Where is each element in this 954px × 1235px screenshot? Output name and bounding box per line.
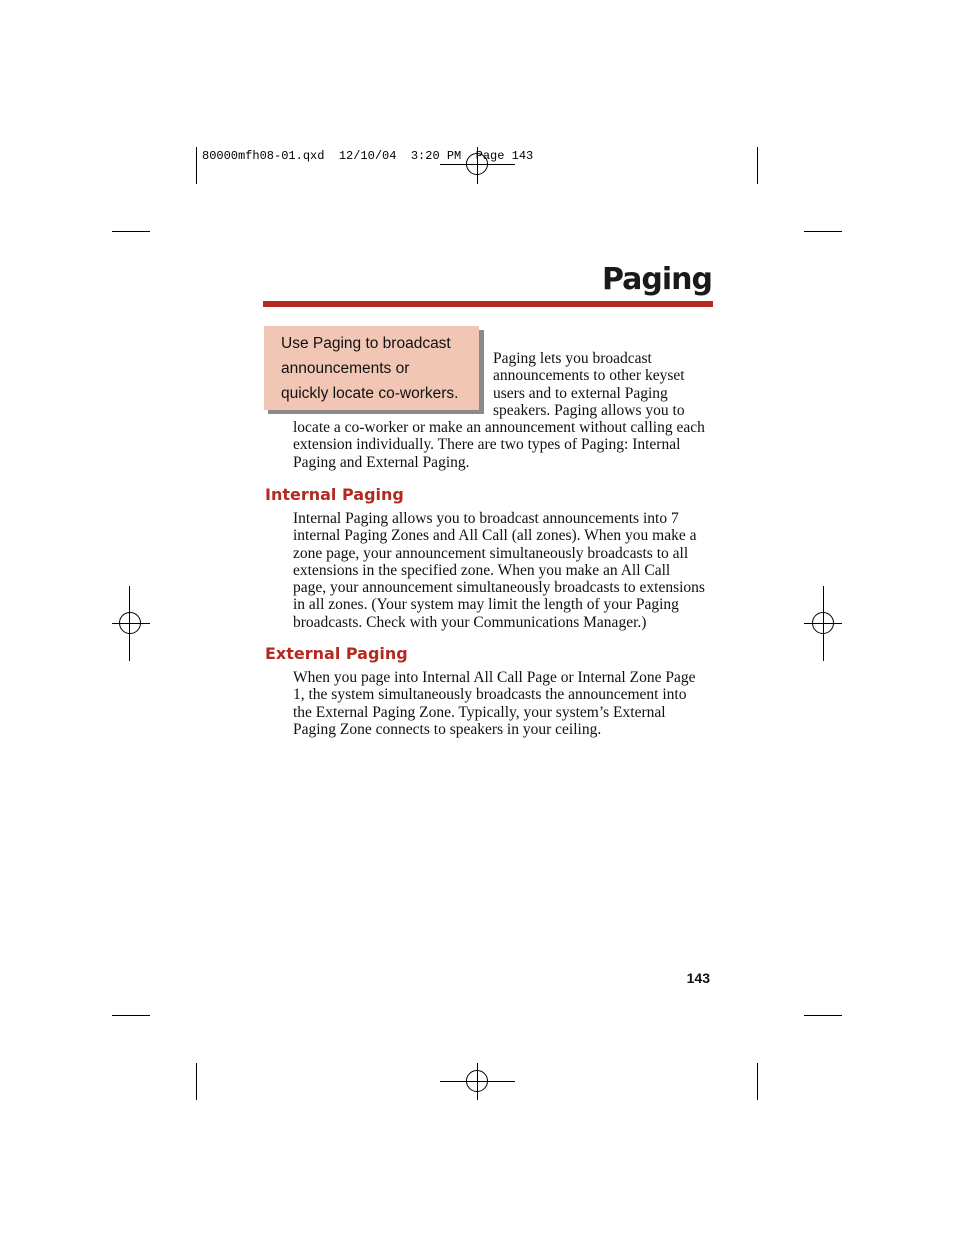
external-paging-paragraph	[293, 669, 695, 738]
crop-mark	[112, 1015, 150, 1016]
intro-paragraph-bottom	[293, 419, 705, 471]
internal-paging-paragraph	[293, 510, 705, 631]
intro-paragraph-top	[493, 350, 685, 419]
intro-line: speakers. Paging allows you to	[493, 401, 685, 419]
callout-line: Use Paging to broadcast	[281, 335, 451, 352]
intro-line: Paging lets you broadcast	[493, 350, 652, 367]
intro-line: locate a co-worker or make an announcement without calling each	[293, 419, 705, 436]
paragraph-line: broadcasts. Check with your Communications Manager.)	[293, 613, 647, 631]
registration-mark	[119, 612, 141, 634]
title-rule	[263, 301, 713, 307]
callout-box	[264, 326, 479, 410]
print-slug: 80000mfh08-01.qxd 12/10/04 3:20 PM Page 143	[202, 149, 534, 163]
crop-mark	[757, 1063, 758, 1100]
callout-line: quickly locate co-workers.	[281, 385, 459, 402]
crop-mark	[196, 147, 197, 184]
registration-mark	[812, 612, 834, 634]
intro-line: Paging and External Paging.	[293, 453, 470, 471]
page-number: 143	[686, 970, 710, 986]
paragraph-line: internal Paging Zones and All Call (all zones). When you make a	[293, 527, 697, 545]
paragraph-line: the External Paging Zone. Typically, your system’s External	[293, 703, 666, 721]
intro-line: users and to external Paging	[493, 384, 668, 402]
paragraph-line: in all zones. (Your system may limit the length of your Paging	[293, 596, 679, 614]
registration-mark	[466, 1070, 488, 1092]
callout-line: announcements or	[281, 360, 410, 377]
internal-paging-heading: Internal Paging	[265, 485, 404, 504]
crop-mark	[196, 1063, 197, 1100]
paragraph-line: When you page into Internal All Call Page or Internal Zone Page	[293, 669, 696, 686]
crop-mark	[757, 147, 758, 184]
intro-line: extension individually. There are two types of Paging: Internal	[293, 436, 681, 454]
paragraph-line: extensions in the specified zone. When you make an All Call	[293, 561, 671, 579]
page-title: Paging	[601, 262, 712, 297]
external-paging-heading: External Paging	[265, 644, 408, 663]
paragraph-line: Internal Paging allows you to broadcast announcements into 7	[293, 510, 679, 527]
paragraph-line: Paging Zone connects to speakers in your ceiling.	[293, 720, 602, 738]
paragraph-line: zone page, your announcement simultaneously broadcasts to all	[293, 544, 689, 562]
crop-mark	[804, 1015, 842, 1016]
intro-line: announcements to other keyset	[493, 367, 685, 385]
crop-mark	[804, 231, 842, 232]
crop-mark	[112, 231, 150, 232]
paragraph-line: page, your announcement simultaneously broadcasts to extensions	[293, 579, 705, 597]
paragraph-line: 1, the system simultaneously broadcasts the announcement into	[293, 686, 687, 704]
